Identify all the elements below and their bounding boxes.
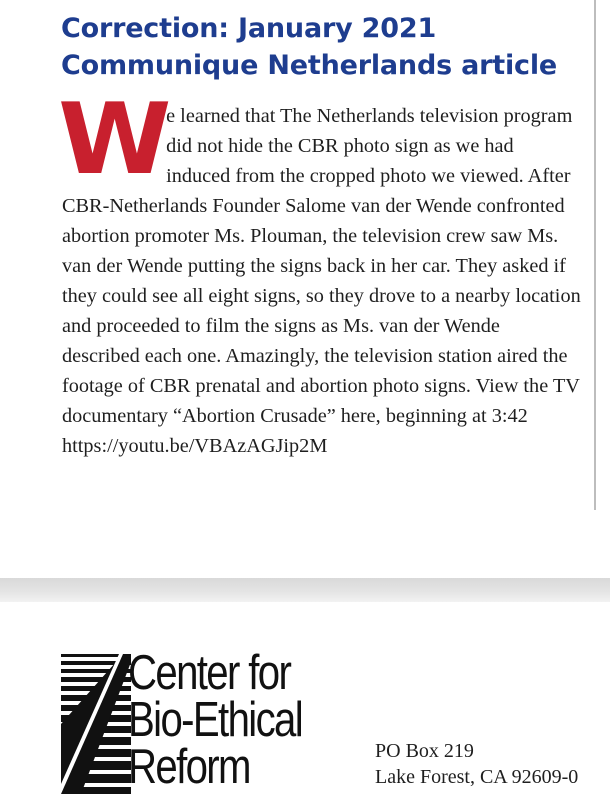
drop-cap: W	[58, 83, 166, 197]
heading-line-1: Correction: January 2021	[61, 13, 437, 44]
org-name-line-1: Center for	[128, 646, 291, 700]
cbr-logo-icon	[61, 654, 131, 794]
article-body	[58, 83, 582, 461]
footer	[0, 602, 610, 803]
org-name-line-3: Reform	[128, 740, 250, 794]
column-rule	[594, 0, 596, 510]
page-divider	[0, 578, 610, 602]
address-line-2: Lake Forest, CA 92609-0	[375, 766, 579, 788]
heading-line-2: Communique Netherlands article	[61, 50, 558, 81]
mailing-address	[375, 738, 578, 790]
address-line-1: PO Box 219	[375, 740, 474, 762]
org-name-line-2: Bio-Ethical	[128, 693, 303, 747]
article-text: e learned that The Netherlands television program did not hide the CBR photo sign as we had induced from the cropped photo we viewed. After CBR-Netherlands Founder Salome van der Wende confronted abortion promoter Ms. Plouman, the television crew saw Ms. van der Wende putting the signs back in her car. They asked if they could see all eight signs, so they drove to a nearby location and proceeded to film the signs as Ms. van der Wende described each one. Amazingly, the television station aired the footage of CBR prenatal and abortion photo signs. View the TV documentary “Abortion Crusade” here, beginning at 3:42 https://youtu.be/VBAzAGJip2M	[62, 105, 581, 457]
article-heading	[61, 10, 591, 84]
organization-name	[128, 646, 303, 794]
